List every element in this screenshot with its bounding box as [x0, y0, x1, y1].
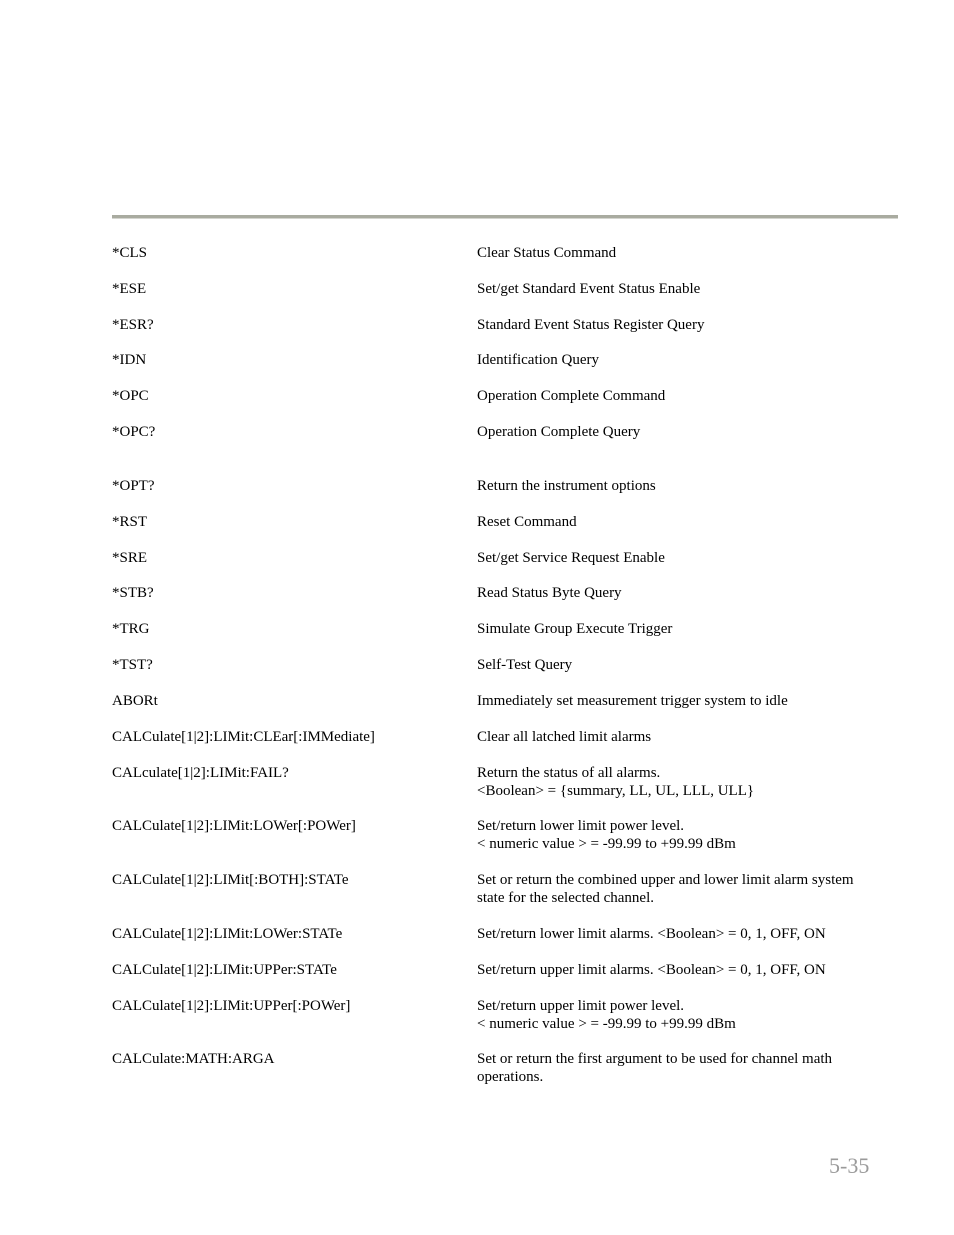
table-row [112, 817, 877, 853]
description-line: Set/get Service Request Enable [477, 550, 665, 566]
table-row [112, 1050, 877, 1086]
description-line: Set/get Standard Event Status Enable [477, 281, 701, 297]
description-line: Return the status of all alarms. [477, 765, 661, 781]
description-line: < numeric value > = -99.99 to +99.99 dBm [477, 1016, 736, 1032]
command-name: CALCulate[1|2]:LIMit[:BOTH]:STATe [112, 872, 349, 888]
command-description [477, 513, 877, 531]
command-name: *STB? [112, 585, 154, 601]
command-name: *TST? [112, 657, 153, 673]
table-row [112, 549, 877, 567]
command-description [477, 692, 877, 710]
command-name: CALculate[1|2]:LIMit:FAIL? [112, 765, 289, 781]
command-name: *SRE [112, 550, 148, 566]
table-row [112, 620, 877, 638]
table-row [112, 351, 877, 369]
description-line: Clear all latched limit alarms [477, 729, 652, 745]
description-line: Immediately set measurement trigger system to idle [477, 693, 788, 709]
description-line: Identification Query [477, 352, 600, 368]
description-line: Self-Test Query [477, 657, 573, 673]
description-line: Set/return upper limit power level. [477, 998, 685, 1014]
command-description [477, 997, 877, 1033]
description-line: Clear Status Command [477, 245, 617, 261]
command-description [477, 871, 877, 907]
description-line: Operation Complete Command [477, 388, 666, 404]
command-name: CALCulate[1|2]:LIMit:CLEar[:IMMediate] [112, 729, 375, 745]
table-row [112, 477, 877, 495]
table-row [112, 961, 877, 979]
table-row [112, 728, 877, 746]
command-description [477, 549, 877, 567]
table-row [112, 925, 877, 943]
page-number: 5-35 [829, 1153, 870, 1178]
command-name: *ESE [112, 281, 147, 297]
table-row [112, 244, 877, 262]
command-description [477, 244, 877, 262]
table-row [112, 280, 877, 298]
table-row [112, 584, 877, 602]
description-line: < numeric value > = -99.99 to +99.99 dBm [477, 836, 736, 852]
description-line: Read Status Byte Query [477, 585, 622, 601]
command-description [477, 925, 877, 943]
command-description [477, 961, 877, 979]
description-line: Set or return the first argument to be used for channel math [477, 1051, 833, 1067]
command-description [477, 817, 877, 853]
command-name: *OPC [112, 388, 149, 404]
description-line: Set/return upper limit alarms. <Boolean> = 0, 1, OFF, ON [477, 962, 826, 978]
table-row [112, 387, 877, 405]
description-line: Standard Event Status Register Query [477, 317, 705, 333]
command-name: CALCulate[1|2]:LIMit:UPPer:STATe [112, 962, 337, 978]
command-name: *TRG [112, 621, 150, 637]
command-description [477, 316, 877, 334]
table-row [112, 316, 877, 334]
table-row [112, 692, 877, 710]
table-row [112, 997, 877, 1033]
command-name: CALCulate[1|2]:LIMit:LOWer[:POWer] [112, 818, 356, 834]
description-line: Simulate Group Execute Trigger [477, 621, 673, 637]
command-description [477, 387, 877, 405]
command-description [477, 620, 877, 638]
description-line: Operation Complete Query [477, 424, 641, 440]
table-row [112, 513, 877, 531]
command-name: *CLS [112, 245, 148, 261]
description-line: Return the instrument options [477, 478, 656, 494]
command-name: CALCulate[1|2]:LIMit:LOWer:STATe [112, 926, 343, 942]
command-name: *OPC? [112, 424, 156, 440]
command-name: CALCulate:MATH:ARGA [112, 1051, 275, 1067]
command-name: *RST [112, 514, 148, 530]
table-row [112, 764, 877, 800]
command-description [477, 764, 877, 800]
description-line: Reset Command [477, 514, 577, 530]
command-description [477, 656, 877, 674]
command-description [477, 477, 877, 495]
command-description [477, 728, 877, 746]
description-line: state for the selected channel. [477, 890, 654, 906]
table-row [112, 871, 877, 907]
command-description [477, 280, 877, 298]
command-name: ABORt [112, 693, 158, 709]
header-rule [112, 215, 898, 219]
command-name: *OPT? [112, 478, 155, 494]
command-description [477, 423, 877, 441]
command-name: CALCulate[1|2]:LIMit:UPPer[:POWer] [112, 998, 351, 1014]
command-name: *ESR? [112, 317, 154, 333]
description-line: operations. [477, 1069, 544, 1085]
command-description [477, 1050, 877, 1086]
command-name: *IDN [112, 352, 147, 368]
description-line: <Boolean> = {summary, LL, UL, LLL, ULL} [477, 783, 755, 799]
description-line: Set or return the combined upper and lower limit alarm system [477, 872, 854, 888]
description-line: Set/return lower limit power level. [477, 818, 685, 834]
description-line: Set/return lower limit alarms. <Boolean> = 0, 1, OFF, ON [477, 926, 826, 942]
command-description [477, 584, 877, 602]
table-row [112, 656, 877, 674]
command-description [477, 351, 877, 369]
table-row [112, 423, 877, 441]
